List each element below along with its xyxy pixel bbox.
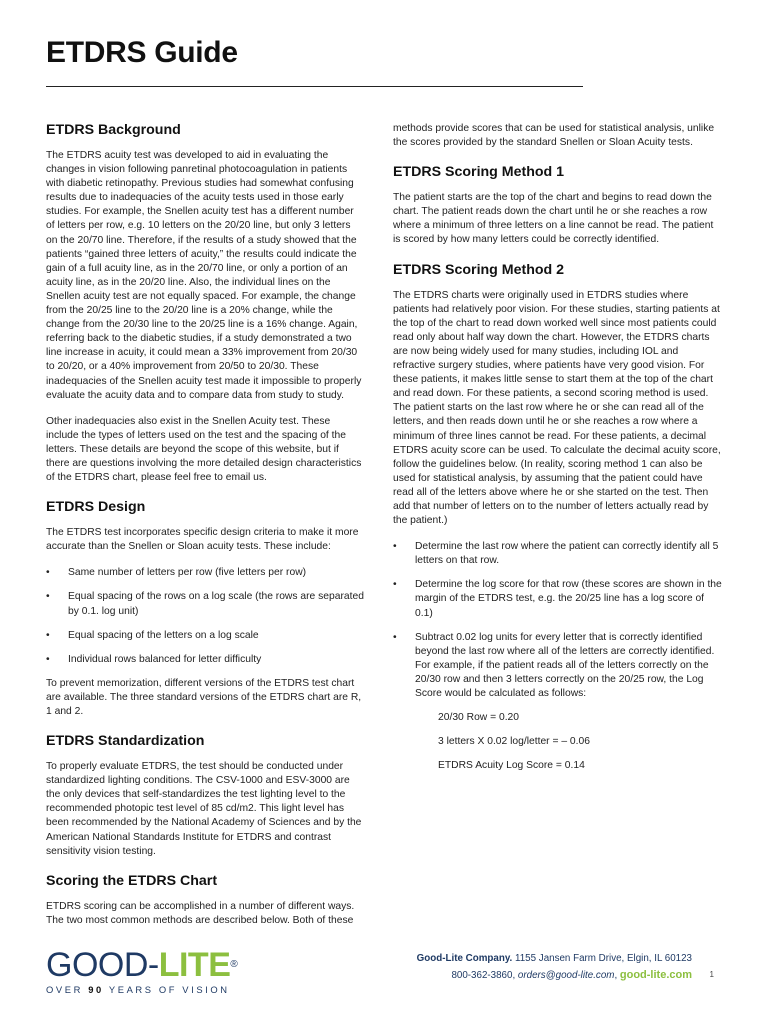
calculation-line: 20/30 Row = 0.20 xyxy=(438,712,520,724)
phone-number: 800-362-3860, xyxy=(451,970,518,981)
list-item xyxy=(393,540,723,568)
heading-scoring: Scoring the ETDRS Chart xyxy=(46,872,218,889)
design-bullet-list xyxy=(46,566,364,666)
list-item-text: Subtract 0.02 log units for every letter that is correctly identified beyond the last row where all of the letters are correctly identified. For example, if the patient reads all of the letters correctly on the 20/30 row and then 3 letters correctly on the 20/25 row, the Log Score would be calculated as follows: xyxy=(415,631,715,699)
method-1-paragraph: The patient starts are the top of the chart and begins to read down the chart. The patient reads down the chart until he or she reaches a row where a minimum of three letters on a line cannot be read. The patient is scored by how many letters could be correctly identified. xyxy=(393,192,714,246)
tagline-number: 90 xyxy=(88,984,104,995)
tagline-prefix: OVER xyxy=(46,984,89,995)
bullet-icon: • xyxy=(393,631,397,643)
list-item xyxy=(46,566,364,580)
logo-wordmark xyxy=(46,948,237,982)
background-paragraph-1: The ETDRS acuity test was developed to aid in evaluating the changes in vision following panretinal photocoagulation in patients with diabetic retinopathy. Previous studies had somewhat confusing results due to inadequacies of the acuity tests used in those early studies. For example, the Snellen acuity test has a different number of letters per row, e.g. 10 letters on the 20/20 line, but only 3 letters on the 20/70 line. Therefore, if the results of a study showed that the patients “gained three letters of acuity,” the results could indicate the gain of a full acuity line, as in the 20/70 line, or only a portion of an acuity line, as in the 20/20 line. Also, the individual lines on the Snellen acuity test are not equally spaced. For example, the change from the 20/25 line to the 20/20 line is a 20% change, while the change from the 20/30 line to the 20/25 line is a 16% change. Again, referring back to the diabetic studies, if a study demonstrated a two line increase in acuity, it could mean a 33% improvement from 20/30 to 20/20, or a 40% improvement from 20/50 to 20/30. These inadequacies of the Snellen acuity test made it impossible to properly evaluate the acuity data and to compare data from study to study. xyxy=(46,150,362,401)
list-item-text: Equal spacing of the rows on a log scale (the rows are separated by 0.1. log unit) xyxy=(68,591,364,617)
contact-line xyxy=(417,967,692,984)
company-address-line xyxy=(417,950,692,967)
left-column xyxy=(46,120,364,940)
heading-method-1: ETDRS Scoring Method 1 xyxy=(393,164,565,181)
email-link[interactable]: orders@good-lite.com xyxy=(517,970,615,981)
method-2-bullet-list xyxy=(393,540,723,701)
page-number: 1 xyxy=(709,970,714,979)
heading-design: ETDRS Design xyxy=(46,499,146,516)
list-item-text: Determine the log score for that row (these scores are shown in the margin of the ETDRS test, e.g. the 20/25 line has a log score of 0.1) xyxy=(415,579,722,619)
company-address: 1155 Jansen Farm Drive, Elgin, IL 60123 xyxy=(512,953,692,964)
company-name: Good-Lite Company. xyxy=(416,953,513,964)
list-item-text: Individual rows balanced for letter difficulty xyxy=(68,653,262,665)
website-link[interactable]: good-lite.com xyxy=(619,969,692,981)
list-item xyxy=(393,631,723,701)
scoring-paragraph: ETDRS scoring can be accomplished in a number of different ways. The two most common methods are described below. Both of these xyxy=(46,900,355,926)
footer-contact xyxy=(417,950,692,984)
list-item xyxy=(46,653,364,667)
list-item-text: Same number of letters per row (five letters per row) xyxy=(68,567,307,579)
bullet-icon: • xyxy=(393,541,397,553)
list-item xyxy=(46,590,364,618)
list-item xyxy=(46,629,364,643)
page-title: ETDRS Guide xyxy=(46,36,238,69)
heading-standardization: ETDRS Standardization xyxy=(46,733,205,750)
bullet-icon: • xyxy=(46,653,50,665)
calculation-result: ETDRS Acuity Log Score = 0.14 xyxy=(438,760,585,772)
design-paragraph-2: To prevent memorization, different versions of the ETDRS test chart are available. The three standard versions of the ETDRS chart are R, 1 and 2. xyxy=(46,677,362,717)
logo-good-text: GOOD- xyxy=(46,946,159,984)
scoring-paragraph-continued: methods provide scores that can be used for statistical analysis, unlike the scores provided by the standard Snellen or Sloan Acuity tests. xyxy=(393,123,715,149)
brand-logo xyxy=(46,948,237,995)
tagline-suffix: YEARS OF VISION xyxy=(103,984,230,995)
list-item-text: Equal spacing of the letters on a log scale xyxy=(68,629,259,641)
title-divider xyxy=(46,86,583,87)
list-item xyxy=(393,578,723,620)
bullet-icon: • xyxy=(393,579,397,591)
contact-separator: , xyxy=(614,970,620,981)
logo-lite-text: LITE xyxy=(158,946,231,984)
heading-method-2: ETDRS Scoring Method 2 xyxy=(393,261,565,278)
method-2-paragraph: The ETDRS charts were originally used in ETDRS studies where patients had relatively poor vision. For these studies, starting patients at the top of the chart to read down worked well since most patients could read only about half way down the chart. However, the ETDRS charts are now being widely used for many studies, including IOL and refractive surgery studies, where patients have very good vision. For these patients, it makes little sense to start them at the top of the chart and read down. For these patients, a second scoring method is used. The patient starts on the last row where he or she can read all of the letters, and then reads down until he or she reaches a row where a minimum of three lines cannot be read. For these patients, a decimal ETDRS acuity score can be used. To calculate the decimal acuity score, follow the guidelines below. (In reality, scoring method 1 can also be used for statistical analysis, by assuming that the patient could have read all of the letters above where he or she started on the test. Then add that number of letters on to the number of letters actually read by the patient.) xyxy=(393,289,721,527)
background-paragraph-2: Other inadequacies also exist in the Snellen Acuity test. These include the types of letters used on the test and the spacing of the letters. These details are beyond the scope of this website, but if there are questions involving the more detailed design characteristics of the ETDRS chart, please feel free to email us. xyxy=(46,415,362,484)
standardization-paragraph: To properly evaluate ETDRS, the test should be conducted under standardized lighting conditions. The CSV-1000 and ESV-3000 are the only devices that self-standardizes the test lighting level to the recommended photopic test level of 85 cd/m2. This light level has been recommended by the National Academy of Sciences and by the American National Standards Institute for ETDRS and contrast sensitivity vision testing. xyxy=(46,761,362,857)
registered-mark: ® xyxy=(230,959,238,970)
bullet-icon: • xyxy=(46,591,50,603)
logo-tagline xyxy=(46,984,237,995)
bullet-icon: • xyxy=(46,567,50,579)
list-item-text: Determine the last row where the patient can correctly identify all 5 letters on that row. xyxy=(415,541,719,567)
bullet-icon: • xyxy=(46,629,50,641)
calculation-line: 3 letters X 0.02 log/letter = – 0.06 xyxy=(438,736,590,748)
right-column xyxy=(393,120,723,783)
design-paragraph-1: The ETDRS test incorporates specific design criteria to make it more accurate than the Snellen or Sloan acuity tests. These include: xyxy=(46,527,359,553)
heading-background: ETDRS Background xyxy=(46,122,181,138)
